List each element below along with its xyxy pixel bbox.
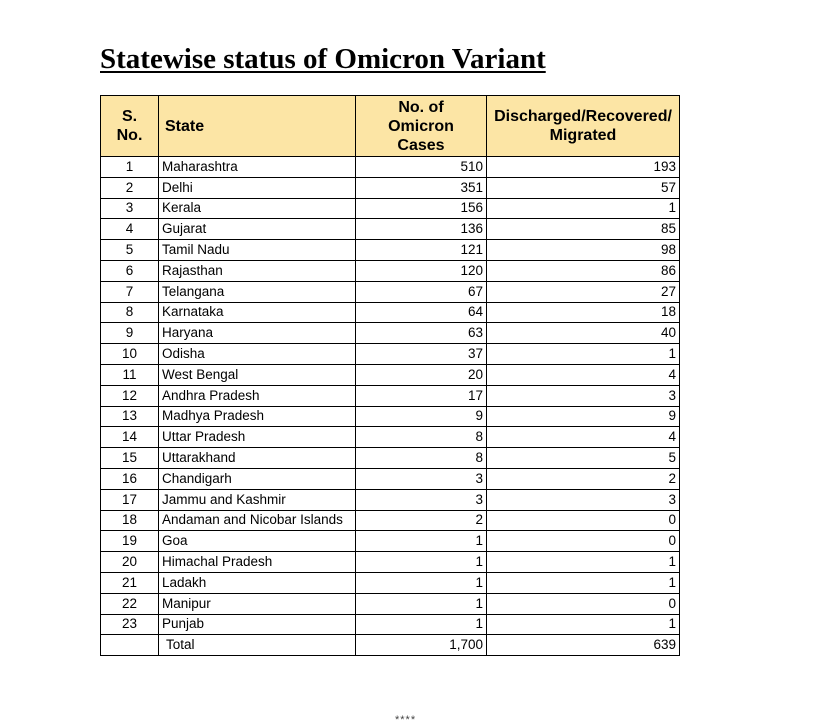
table-body <box>101 157 680 656</box>
cell-sno: 20 <box>101 552 159 573</box>
cell-state: Telangana <box>159 281 356 302</box>
cell-sno: 2 <box>101 177 159 198</box>
cell-recovered: 1 <box>487 552 680 573</box>
table-row <box>101 281 680 302</box>
cell-sno: 23 <box>101 614 159 635</box>
cell-recovered: 85 <box>487 219 680 240</box>
cell-cases: 120 <box>356 260 487 281</box>
cell-state: Andhra Pradesh <box>159 385 356 406</box>
cell-cases: 1 <box>356 552 487 573</box>
cell-state: Tamil Nadu <box>159 240 356 261</box>
cell-recovered: 1 <box>487 614 680 635</box>
cell-cases: 156 <box>356 198 487 219</box>
cell-recovered: 3 <box>487 385 680 406</box>
cell-state: Jammu and Kashmir <box>159 489 356 510</box>
table-row <box>101 593 680 614</box>
cell-cases: 2 <box>356 510 487 531</box>
header-recovered: Discharged/Recovered/ Migrated <box>487 96 680 157</box>
cell-sno: 11 <box>101 364 159 385</box>
cell-recovered: 40 <box>487 323 680 344</box>
cell-state: West Bengal <box>159 364 356 385</box>
cell-sno: 16 <box>101 468 159 489</box>
cell-sno: 17 <box>101 489 159 510</box>
cell-state: Goa <box>159 531 356 552</box>
cell-state: Delhi <box>159 177 356 198</box>
table-header <box>101 96 680 157</box>
cell-sno: 3 <box>101 198 159 219</box>
table-row <box>101 427 680 448</box>
table-row <box>101 157 680 178</box>
cell-state: Himachal Pradesh <box>159 552 356 573</box>
cell-sno: 7 <box>101 281 159 302</box>
cell-sno: 18 <box>101 510 159 531</box>
header-row <box>101 96 680 157</box>
total-cases: 1,700 <box>356 635 487 656</box>
table-row <box>101 302 680 323</box>
omicron-status-table <box>100 95 680 656</box>
cell-sno: 22 <box>101 593 159 614</box>
cell-recovered: 5 <box>487 448 680 469</box>
cell-recovered: 1 <box>487 572 680 593</box>
cell-recovered: 1 <box>487 198 680 219</box>
cell-sno: 5 <box>101 240 159 261</box>
cell-state: Manipur <box>159 593 356 614</box>
cell-cases: 64 <box>356 302 487 323</box>
cell-cases: 136 <box>356 219 487 240</box>
cell-state: Rajasthan <box>159 260 356 281</box>
table-row <box>101 240 680 261</box>
cell-state: Gujarat <box>159 219 356 240</box>
table-row <box>101 552 680 573</box>
table-row <box>101 489 680 510</box>
cell-recovered: 98 <box>487 240 680 261</box>
cell-recovered: 4 <box>487 427 680 448</box>
cell-cases: 3 <box>356 468 487 489</box>
cell-recovered: 1 <box>487 344 680 365</box>
cell-recovered: 86 <box>487 260 680 281</box>
page-title: Statewise status of Omicron Variant <box>100 43 546 75</box>
cell-recovered: 0 <box>487 531 680 552</box>
cell-cases: 1 <box>356 531 487 552</box>
cell-recovered: 57 <box>487 177 680 198</box>
cell-recovered: 0 <box>487 510 680 531</box>
table-row <box>101 177 680 198</box>
cell-cases: 37 <box>356 344 487 365</box>
cell-state: Maharashtra <box>159 157 356 178</box>
cell-sno: 9 <box>101 323 159 344</box>
cell-cases: 1 <box>356 572 487 593</box>
table-row <box>101 364 680 385</box>
cell-sno: 21 <box>101 572 159 593</box>
cell-recovered: 9 <box>487 406 680 427</box>
cell-recovered: 4 <box>487 364 680 385</box>
header-sno: S. No. <box>101 96 159 157</box>
cell-state: Punjab <box>159 614 356 635</box>
table-row <box>101 385 680 406</box>
cell-sno: 15 <box>101 448 159 469</box>
cell-state: Odisha <box>159 344 356 365</box>
cell-state: Karnataka <box>159 302 356 323</box>
cell-sno: 13 <box>101 406 159 427</box>
table-row <box>101 448 680 469</box>
table-row <box>101 531 680 552</box>
table-row <box>101 323 680 344</box>
cell-state: Uttar Pradesh <box>159 427 356 448</box>
cell-cases: 17 <box>356 385 487 406</box>
cell-cases: 8 <box>356 427 487 448</box>
cell-cases: 8 <box>356 448 487 469</box>
cell-sno: 14 <box>101 427 159 448</box>
cell-cases: 63 <box>356 323 487 344</box>
cell-cases: 351 <box>356 177 487 198</box>
cell-state: Kerala <box>159 198 356 219</box>
cell-cases: 121 <box>356 240 487 261</box>
footer-mark: **** <box>395 714 417 721</box>
cell-state: Uttarakhand <box>159 448 356 469</box>
cell-recovered: 3 <box>487 489 680 510</box>
cell-sno: 4 <box>101 219 159 240</box>
cell-recovered: 193 <box>487 157 680 178</box>
cell-sno: 1 <box>101 157 159 178</box>
table-row <box>101 406 680 427</box>
cell-recovered: 27 <box>487 281 680 302</box>
cell-cases: 1 <box>356 593 487 614</box>
cell-cases: 1 <box>356 614 487 635</box>
table-row <box>101 219 680 240</box>
header-state: State <box>159 96 356 157</box>
total-label: Total <box>159 635 356 656</box>
table-row <box>101 468 680 489</box>
cell-sno: 8 <box>101 302 159 323</box>
cell-sno: 19 <box>101 531 159 552</box>
cell-cases: 9 <box>356 406 487 427</box>
cell-sno: 12 <box>101 385 159 406</box>
cell-sno: 6 <box>101 260 159 281</box>
cell-recovered: 18 <box>487 302 680 323</box>
cell-state: Madhya Pradesh <box>159 406 356 427</box>
total-recovered: 639 <box>487 635 680 656</box>
cell-cases: 510 <box>356 157 487 178</box>
table-row <box>101 614 680 635</box>
cell-recovered: 0 <box>487 593 680 614</box>
cell-recovered: 2 <box>487 468 680 489</box>
cell-sno: 10 <box>101 344 159 365</box>
table-row <box>101 510 680 531</box>
cell-state: Haryana <box>159 323 356 344</box>
cell-state: Chandigarh <box>159 468 356 489</box>
total-sno-cell <box>101 635 159 656</box>
cell-cases: 3 <box>356 489 487 510</box>
header-cases: No. of Omicron Cases <box>356 96 487 157</box>
table-row <box>101 198 680 219</box>
cell-cases: 67 <box>356 281 487 302</box>
cell-state: Andaman and Nicobar Islands <box>159 510 356 531</box>
table-row <box>101 260 680 281</box>
cell-cases: 20 <box>356 364 487 385</box>
total-row <box>101 635 680 656</box>
table-row <box>101 344 680 365</box>
table-row <box>101 572 680 593</box>
cell-state: Ladakh <box>159 572 356 593</box>
